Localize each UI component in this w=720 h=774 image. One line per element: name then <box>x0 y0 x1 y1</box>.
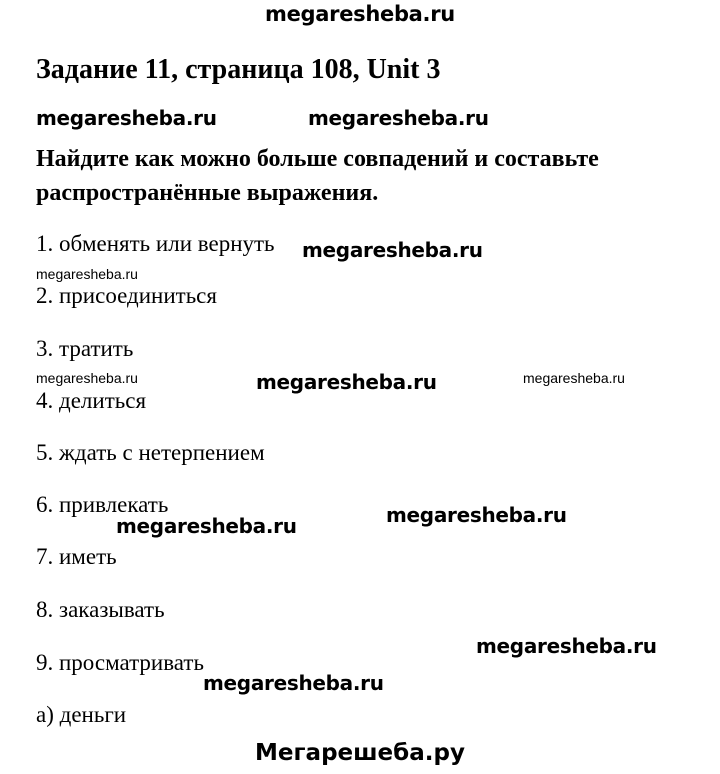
header-site-name: megaresheba.ru <box>265 2 455 26</box>
watermark-small: megaresheba.ru <box>36 266 138 282</box>
list-item: 6. привлекать <box>36 492 169 517</box>
watermark: megaresheba.ru <box>386 503 567 527</box>
list-item: 4. делиться <box>36 388 147 413</box>
watermark: megaresheba.ru <box>36 106 217 130</box>
instruction-line-2: распространённые выражения. <box>36 180 379 206</box>
list-item: 3. тратить <box>36 336 134 361</box>
list-item: а) деньги <box>36 702 127 727</box>
watermark: megaresheba.ru <box>203 671 384 695</box>
instruction-line-1: Найдите как можно больше совпадений и составьте <box>36 146 599 172</box>
list-item: 7. иметь <box>36 544 117 569</box>
watermark: megaresheba.ru <box>116 514 297 538</box>
list-item: 2. присоединиться <box>36 283 217 308</box>
list-item: 9. просматривать <box>36 650 204 675</box>
footer-site-name: Мегарешеба.ру <box>255 740 465 766</box>
watermark-small: megaresheba.ru <box>523 370 625 386</box>
list-item: 8. заказывать <box>36 597 165 622</box>
watermark-small: megaresheba.ru <box>36 370 138 386</box>
page-title: Задание 11, страница 108, Unit 3 <box>36 54 441 85</box>
list-item: 5. ждать с нетерпением <box>36 440 265 465</box>
watermark: megaresheba.ru <box>476 634 657 658</box>
list-item: 1. обменять или вернуть <box>36 231 275 256</box>
watermark: megaresheba.ru <box>256 370 437 394</box>
watermark: megaresheba.ru <box>302 238 483 262</box>
watermark: megaresheba.ru <box>308 106 489 130</box>
